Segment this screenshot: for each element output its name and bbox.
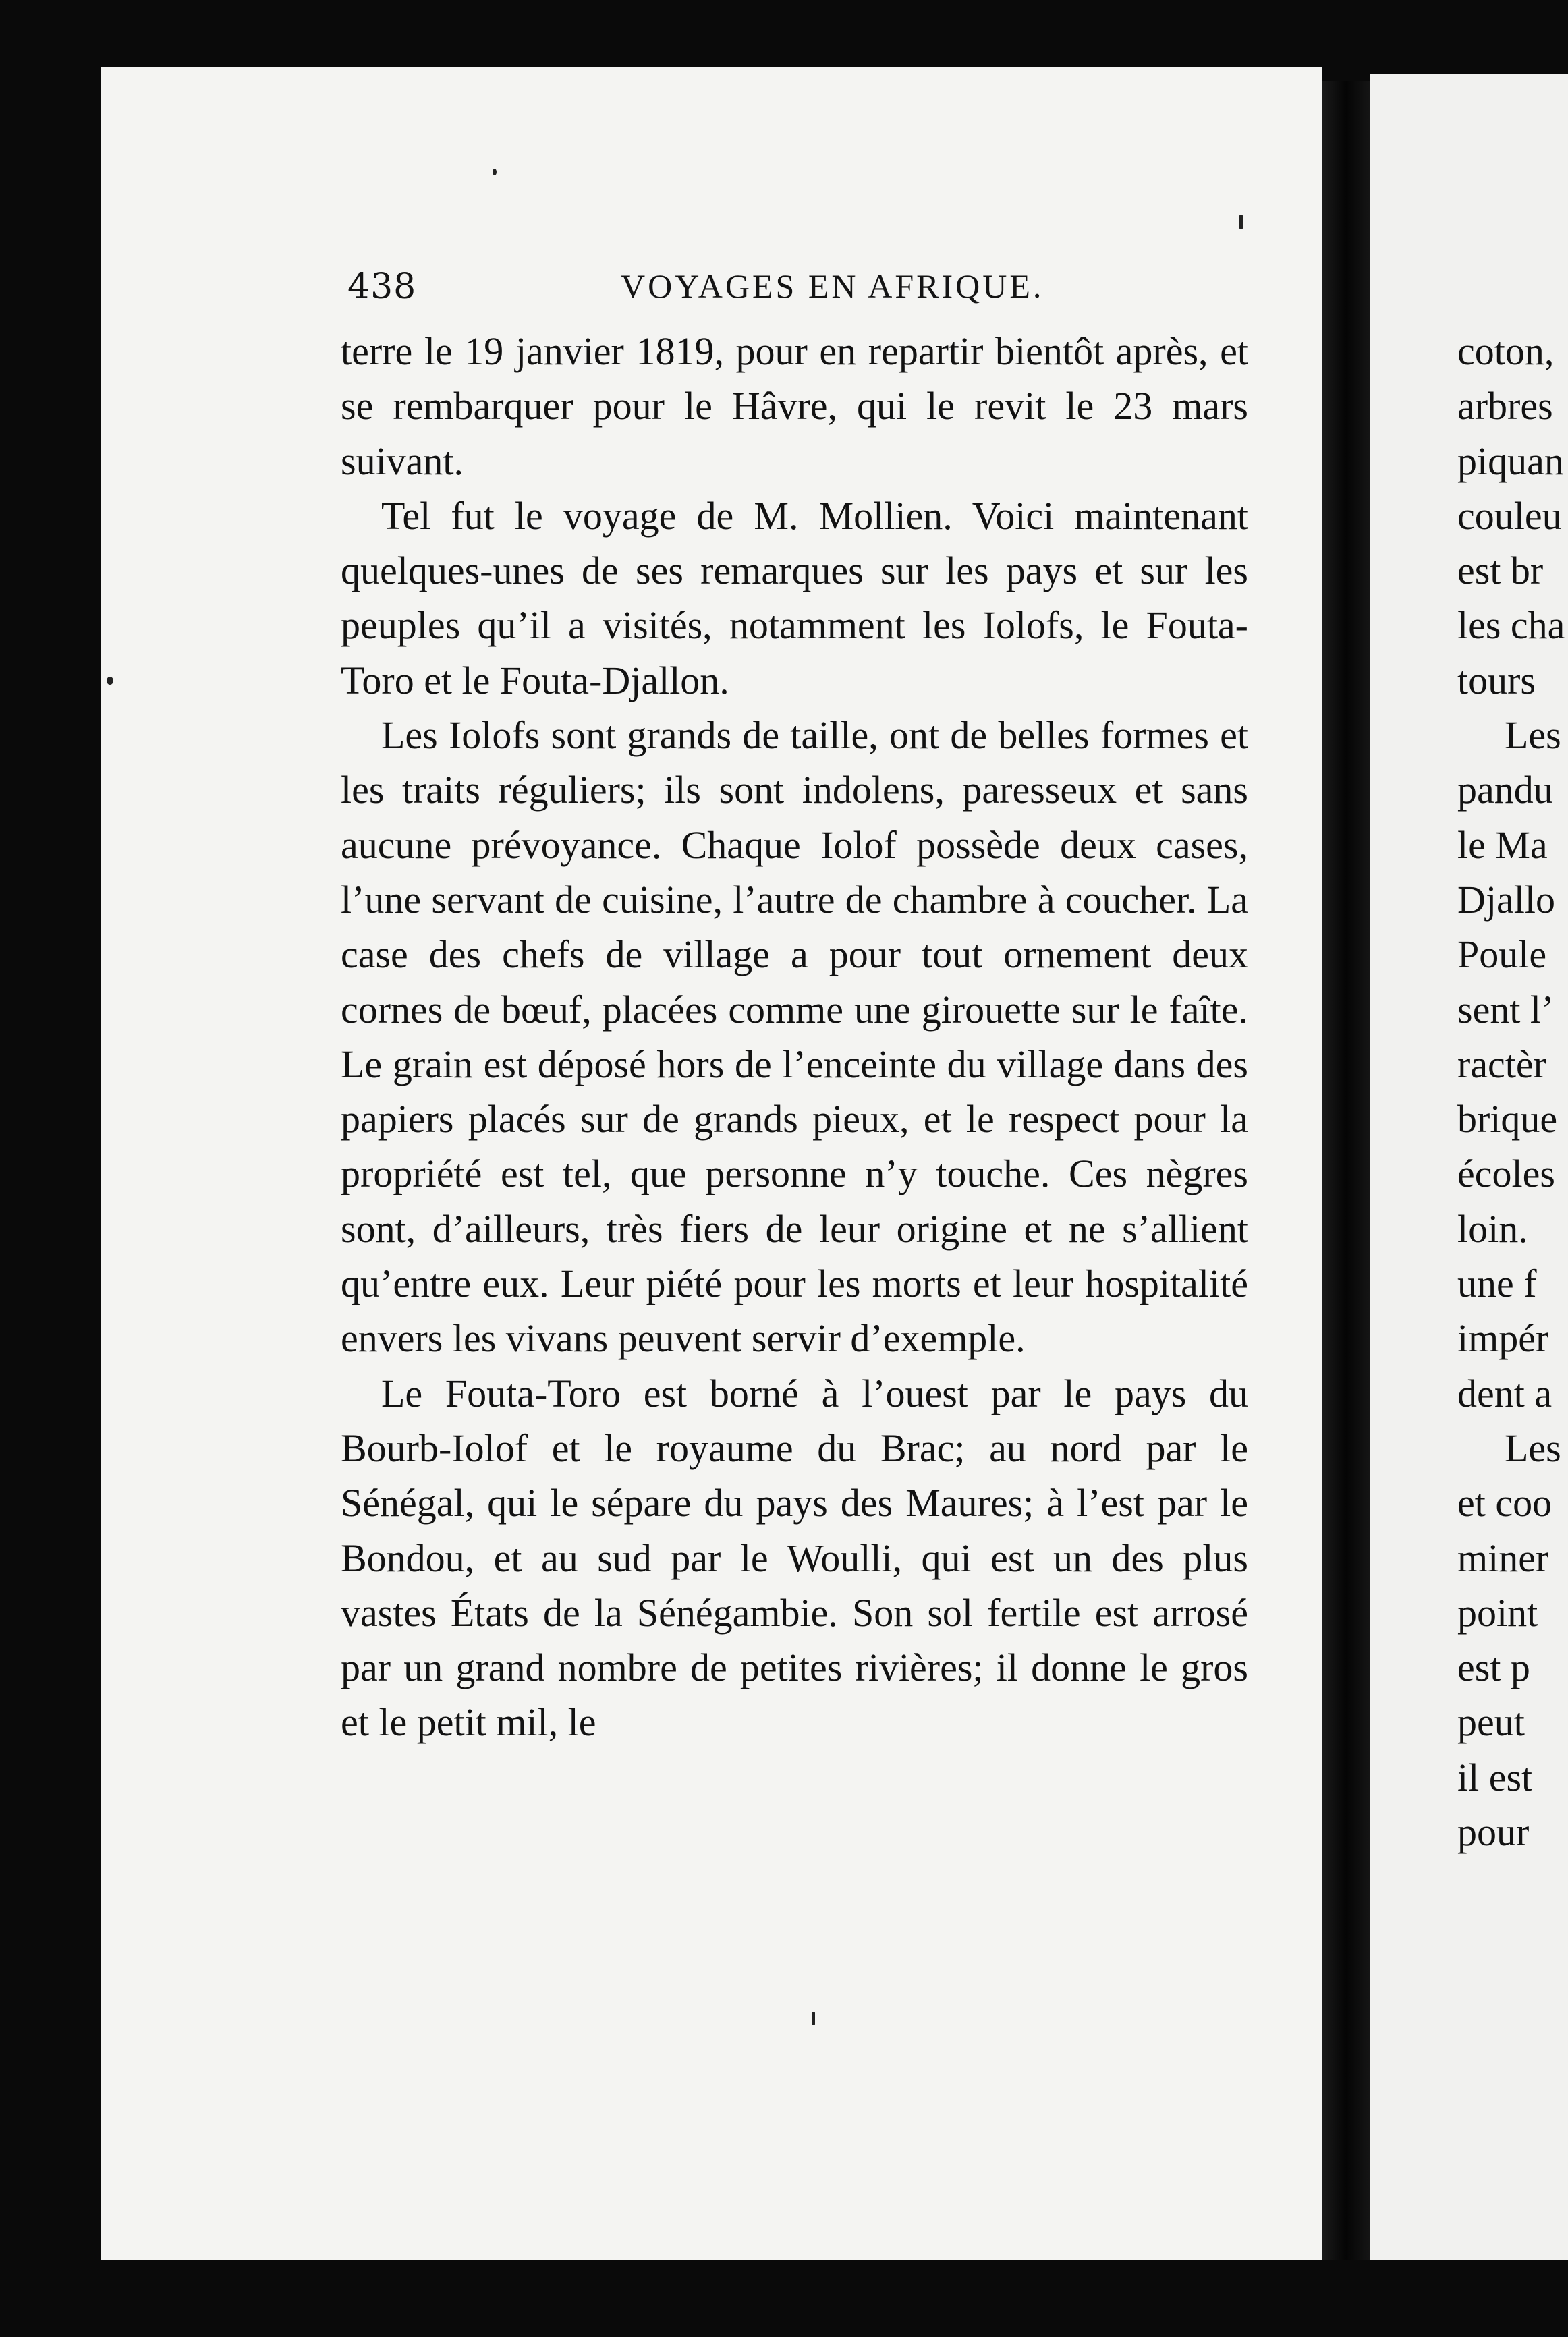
ink-speck [812,2012,815,2025]
facing-line: et coo [1457,1481,1552,1525]
facing-line: peut [1457,1700,1525,1745]
facing-line: il est [1457,1755,1533,1799]
book-gutter [1322,81,1370,2260]
facing-page-text [1457,324,1568,1859]
facing-line: miner [1457,1536,1549,1580]
facing-line: tours [1457,658,1536,702]
facing-line: est br [1457,548,1544,593]
facing-line: Djallo [1457,877,1555,922]
facing-line: écoles [1457,1152,1555,1196]
body-text [341,324,1248,1750]
facing-line: impér [1457,1316,1549,1361]
ink-speck [493,169,497,175]
paragraph: Tel fut le voyage de M. Mollien. Voici maintenant quelques-unes de ses remarques sur les pays et sur les peuples qu’il a visités, notamment les Iolofs, le Fouta-Toro et le Fouta-Djallon. [341,493,1248,702]
facing-line: pour [1457,1810,1530,1855]
facing-line: brique [1457,1097,1558,1142]
facing-line: sent l’ [1457,987,1555,1032]
running-head [243,266,1241,320]
ink-speck [1239,215,1243,229]
facing-line: Les [1505,713,1561,758]
page-number: 438 [347,266,417,307]
facing-line: est p [1457,1645,1530,1690]
facing-line: ractèr [1457,1042,1546,1086]
facing-line: les cha [1457,603,1565,648]
facing-line: Les [1505,1426,1561,1470]
facing-line: loin. [1457,1206,1528,1251]
facing-line: coton, [1457,329,1555,373]
facing-line: point [1457,1590,1538,1635]
facing-line: piquan [1457,439,1564,483]
ink-speck [107,677,113,685]
facing-line: couleu [1457,493,1562,538]
header-title: VOYAGES EN AFRIQUE. [621,267,1044,305]
facing-line: arbres [1457,384,1553,428]
facing-line: une f [1457,1262,1537,1306]
paragraph: Le Fouta-Toro est borné à l’ouest par le pays du Bourb-Iolof et le royaume du Brac; au nord par le Sénégal, qui le sépare du pays des Maures; à l’est par le Bondou, et au sud par le Woulli, qui est un des plus vastes États de la Sénégambie. Son sol fertile est arrosé par un grand nombre de petites rivières; il donne le gros et le petit mil, le [341,1371,1248,1745]
facing-line: dent a [1457,1371,1552,1415]
facing-line: pandu [1457,768,1553,812]
facing-line: Poule [1457,932,1547,977]
paragraph: terre le 19 janvier 1819, pour en repartir bientôt après, et se rembarquer pour le Hâvre, qui le revit le 23 mars suivant. [341,329,1248,483]
facing-line: le Ma [1457,822,1548,867]
paragraph: Les Iolofs sont grands de taille, ont de belles formes et les traits réguliers; ils sont indolens, paresseux et sans aucune prévoyance. Chaque Iolof possède deux cases, l’une servant de cuisine, l’autre de chambre à coucher. La case des chefs de village a pour tout ornement deux cornes de bœuf, placées comme une girouette sur le faîte. Le grain est déposé hors de l’enceinte du village dans des papiers placés sur de grands pieux, et le respect pour la propriété est tel, que personne n’y touche. Ces nègres sont, d’ailleurs, très fiers de leur origine et ne s’allient qu’entre eux. Leur piété pour les morts et leur hospitalité envers les vivans peuvent servir d’exemple. [341,713,1248,1361]
